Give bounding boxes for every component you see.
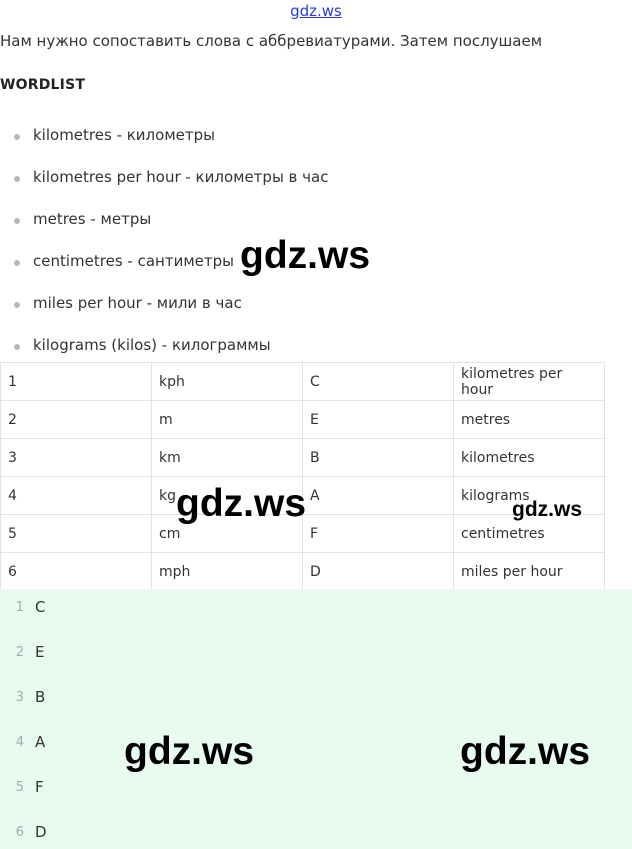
table-cell: 6 <box>1 553 152 591</box>
bullet-icon <box>14 134 20 140</box>
list-item-text: centimetres - сантиметры <box>33 252 234 270</box>
table-cell: 1 <box>1 363 152 401</box>
table-cell: miles per hour <box>454 553 605 591</box>
answer-row <box>0 597 45 617</box>
table-cell: mph <box>152 553 303 591</box>
list-item <box>14 168 328 210</box>
table-row <box>1 515 605 553</box>
table-cell: C <box>303 363 454 401</box>
list-item-text: metres - метры <box>33 210 152 228</box>
list-item-text: kilograms (kilos) - килограммы <box>33 336 271 354</box>
table-cell: centimetres <box>454 515 605 553</box>
answer-row <box>0 822 47 842</box>
bullet-icon <box>14 176 20 182</box>
list-item-text: kilometres - километры <box>33 126 215 144</box>
answer-value: A <box>35 733 46 751</box>
table-cell: 5 <box>1 515 152 553</box>
answer-number: 3 <box>15 689 24 705</box>
site-link[interactable]: gdz.ws <box>290 2 342 20</box>
table-cell: kph <box>152 363 303 401</box>
bullet-icon <box>14 344 20 350</box>
watermark: gdz.ws <box>240 234 371 277</box>
table-cell: 3 <box>1 439 152 477</box>
watermark: gdz.ws <box>176 482 307 525</box>
table-cell: m <box>152 401 303 439</box>
table-cell: D <box>303 553 454 591</box>
answer-value: C <box>35 598 46 616</box>
table-cell: kilograms <box>454 477 605 515</box>
list-item <box>14 252 328 294</box>
table-cell: B <box>303 439 454 477</box>
answer-value: D <box>35 823 47 841</box>
table-cell: km <box>152 439 303 477</box>
intro-text: Нам нужно сопоставить слова с аббревиатурами. Затем послушаем <box>0 32 543 50</box>
table-row <box>1 553 605 591</box>
answer-number: 1 <box>15 599 24 615</box>
answer-number: 2 <box>15 644 24 660</box>
bullet-icon <box>14 302 20 308</box>
table-cell: 2 <box>1 401 152 439</box>
table-cell: E <box>303 401 454 439</box>
answer-row <box>0 777 44 797</box>
table-row <box>1 401 605 439</box>
wordlist <box>14 126 328 378</box>
list-item <box>14 126 328 168</box>
table-cell: F <box>303 515 454 553</box>
answer-row <box>0 687 45 707</box>
list-item-text: kilometres per hour - километры в час <box>33 168 329 186</box>
answer-block <box>0 589 632 849</box>
table-cell: metres <box>454 401 605 439</box>
table-row <box>1 477 605 515</box>
table-cell: kilometres per hour <box>454 363 605 401</box>
answer-row <box>0 732 45 752</box>
table-cell: A <box>303 477 454 515</box>
matching-table <box>0 362 605 591</box>
bullet-icon <box>14 260 20 266</box>
bullet-icon <box>14 218 20 224</box>
table-cell: kilometres <box>454 439 605 477</box>
answer-row <box>0 642 44 662</box>
list-item-text: miles per hour - мили в час <box>33 294 242 312</box>
wordlist-heading: WORDLIST <box>0 77 86 93</box>
table-cell: kg <box>152 477 303 515</box>
answer-number: 4 <box>15 734 24 750</box>
list-item <box>14 294 328 336</box>
watermark: gdz.ws <box>512 498 583 521</box>
list-item <box>14 210 328 252</box>
answer-value: F <box>35 778 44 796</box>
answer-value: E <box>35 643 45 661</box>
answer-value: B <box>35 688 46 706</box>
answer-number: 5 <box>15 779 24 795</box>
watermark: gdz.ws <box>124 730 255 773</box>
table-row <box>1 439 605 477</box>
answer-number: 6 <box>15 824 24 840</box>
table-cell: cm <box>152 515 303 553</box>
watermark: gdz.ws <box>460 730 591 773</box>
table-row <box>1 363 605 401</box>
table-cell: 4 <box>1 477 152 515</box>
